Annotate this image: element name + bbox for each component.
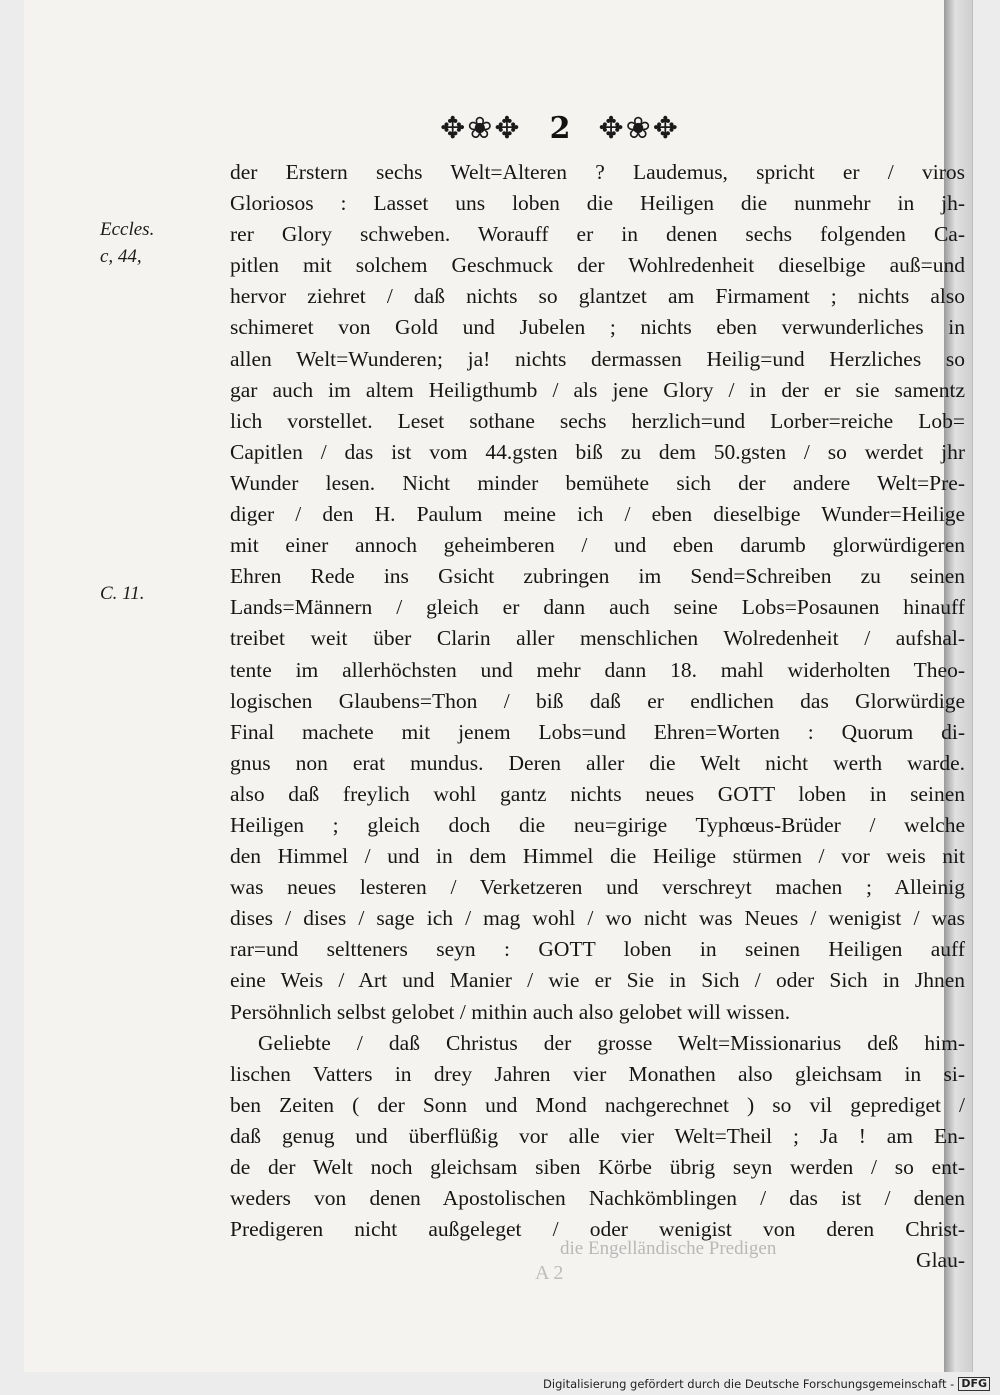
- dfg-logo: DFG: [958, 1377, 990, 1391]
- text-line: logischen Glaubens=Thon / biß daß er endlichen das Glorwürdige: [230, 688, 965, 713]
- text-line: allen Welt=Wunderen; ja! nichts dermassen Heilig=und Herzliches so: [230, 346, 965, 371]
- text-line: de der Welt noch gleichsam siben Körbe übrig seyn werden / so ent-: [230, 1155, 965, 1179]
- text-line: lich vorstellet. Leset sothane sechs herzlich=und Lorber=reiche Lob=: [230, 408, 965, 433]
- text-line: diger / den H. Paulum meine ich / eben dieselbige Wunder=Heilige: [230, 502, 965, 527]
- text-line: Lands=Männern / gleich er dann auch seine Lobs=Posaunen hinauff: [230, 595, 965, 620]
- text-line: Predigeren nicht außgeleget / oder wenigist von deren Christ-: [230, 1217, 965, 1242]
- text-line: der Erstern sechs Welt=Alteren ? Laudemus, spricht er / viros: [230, 160, 965, 184]
- digitization-credit: [543, 1377, 990, 1391]
- text-line: daß genug und überflüßig vor alle vier Welt=Theil ; Ja ! am En-: [230, 1123, 965, 1148]
- text-line: Glau-: [916, 1248, 965, 1273]
- text-line: ben Zeiten ( der Sonn und Mond nachgerechnet ) so vil geprediget /: [230, 1092, 965, 1117]
- text-line: Persöhnlich selbst gelobet / mithin auch also gelobet will wissen.: [230, 999, 791, 1024]
- show-through-signature: A 2: [535, 1262, 564, 1284]
- text-line: gnus non erat mundus. Deren aller die Welt nicht werth warde.: [230, 750, 965, 775]
- text-line: tente im allerhöchsten und mehr dann 18. mahl widerholten Theo-: [230, 657, 965, 682]
- text-line: lischen Vatters in drey Jahren vier Monathen also gleichsam in si-: [230, 1061, 965, 1086]
- body-text: [230, 157, 965, 1276]
- text-line: weders von denen Apostolischen Nachkömblingen / das ist / denen: [230, 1186, 965, 1211]
- text-line: Wunder lesen. Nicht minder bemühete sich der andere Welt=Pre-: [230, 470, 965, 495]
- text-line: den Himmel / und in dem Himmel die Heilige stürmen / vor weis nit: [230, 844, 965, 869]
- text-line: Heiligen ; gleich doch die neu=girige Typhœus-Brüder / welche: [230, 812, 965, 837]
- show-through-text: die Engelländische Predigen: [560, 1238, 777, 1259]
- text-line: schimeret von Gold und Jubelen ; nichts eben verwunderliches in: [230, 315, 965, 340]
- text-line: eine Weis / Art und Manier / wie er Sie in Sich / oder Sich in Jhnen: [230, 968, 965, 993]
- text-line: gar auch im altem Heiligthumb / als jene Glory / in der er sie samentz: [230, 377, 965, 402]
- text-line: Ehren Rede ins Gsicht zubringen im Send=Schreiben zu seinen: [230, 564, 965, 589]
- text-line: Capitlen / das ist vom 44.gsten biß zu dem 50.gsten / so werdet jhr: [230, 439, 965, 464]
- page-header: [395, 108, 725, 148]
- text-line: rar=und seltteners seyn : GOTT loben in seinen Heiligen auff: [230, 937, 965, 962]
- margin-note-chapter: C. 11.: [100, 583, 145, 604]
- text-line: treibet weit über Clarin aller menschlichen Wolredenheit / aufshal-: [230, 626, 965, 651]
- text-line: was neues lesteren / Verketzeren und verschreyt machen ; Alleinig: [230, 875, 965, 900]
- page-number: 2: [549, 110, 571, 146]
- text-line: also daß freylich wohl gantz nichts neues GOTT loben in seinen: [230, 781, 965, 806]
- credit-text: Digitalisierung gefördert durch die Deutsche Forschungsgemeinschaft -: [543, 1377, 955, 1391]
- text-line: hervor ziehret / daß nichts so glantzet am Firmament ; nichts also: [230, 284, 965, 309]
- text-line: Gloriosos : Lasset uns loben die Heiligen die nunmehr in jh-: [230, 191, 965, 216]
- text-line: dises / dises / sage ich / mag wohl / wo nicht was Neues / wenigist / was: [230, 906, 965, 931]
- header-ornament-left: ✥❀✥: [440, 110, 522, 146]
- text-line: Geliebte / daß Christus der grosse Welt=Missionarius deß him-: [258, 1030, 965, 1055]
- header-ornament-right: ✥❀✥: [598, 110, 680, 146]
- text-line: Final machete mit jenem Lobs=und Ehren=Worten : Quorum di-: [230, 719, 965, 744]
- text-line: mit einer annoch geheimberen / und eben darumb glorwürdigeren: [230, 533, 965, 558]
- text-line: rer Glory schweben. Worauff er in denen sechs folgenden Ca-: [230, 222, 965, 247]
- margin-note-eccles: Eccles. c, 44,: [100, 219, 155, 267]
- text-line: pitlen mit solchem Geschmuck der Wohlredenheit dieselbige auß=und: [230, 253, 965, 278]
